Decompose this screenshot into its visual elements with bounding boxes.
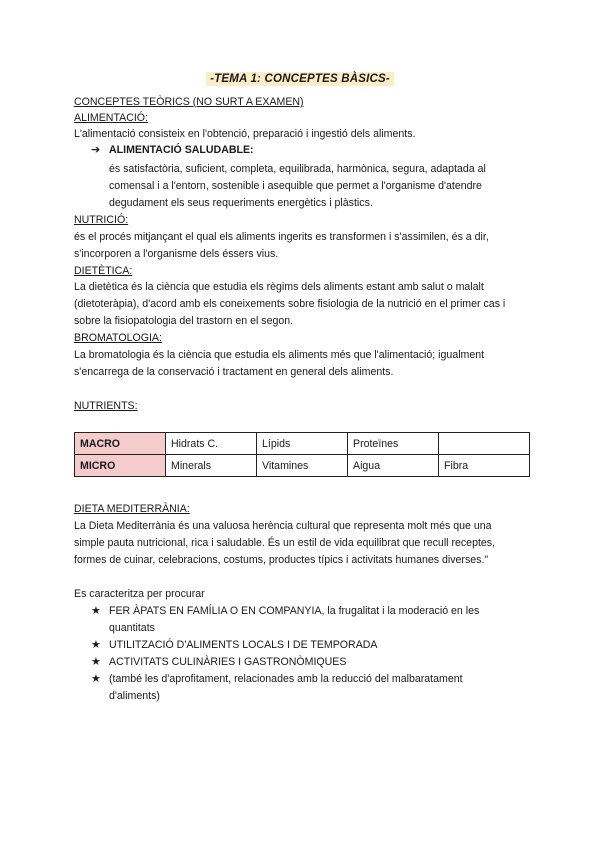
dieta-intro: Es caracteritza per procurar bbox=[74, 588, 205, 600]
page-title: -TEMA 1: CONCEPTES BÀSICS- bbox=[206, 72, 394, 86]
nutrients-heading: NUTRIENTS: bbox=[74, 400, 138, 412]
star-icon: ★ bbox=[91, 639, 101, 651]
dietetica-heading: DIETÈTICA: bbox=[74, 265, 133, 277]
bromatologia-heading: BROMATOLOGIA: bbox=[74, 332, 162, 344]
star-icon: ★ bbox=[91, 673, 101, 685]
bromatologia-line-1: La bromatologia és la ciència que estudia els aliments més que l'alimentació; igualment bbox=[74, 349, 485, 361]
dietetica-line-2: (dietoteràpia), d'acord amb els coneixements sobre fisiologia de la nutrició en el primer cas i bbox=[74, 298, 506, 310]
dieta-bullet-1-line-2: quantitats bbox=[109, 622, 155, 634]
star-icon: ★ bbox=[91, 656, 101, 668]
alimentacio-saludable-line-3: degudament els seus requeriments energètics i plàstics. bbox=[109, 197, 373, 209]
table-cell: Lípids bbox=[257, 433, 348, 455]
table-cell: Fibra bbox=[439, 455, 530, 477]
alimentacio-heading: ALIMENTACIÓ: bbox=[74, 112, 148, 124]
dieta-line-1: La Dieta Mediterrània és una valuosa herència cultural que representa molt més que una bbox=[74, 520, 492, 532]
dietetica-line-1: La dietètica és la ciència que estudia els règims dels aliments estant amb salut o malalt bbox=[74, 281, 484, 293]
nutrients-table bbox=[74, 432, 530, 477]
table-cell: Hidrats C. bbox=[166, 433, 257, 455]
dieta-bullet-4-line-2: d'aliments) bbox=[109, 690, 160, 702]
table-cell: Minerals bbox=[166, 455, 257, 477]
table-cell-macro: MACRO bbox=[75, 433, 166, 455]
star-icon: ★ bbox=[91, 605, 101, 617]
alimentacio-saludable-heading: ALIMENTACIÓ SALUDABLE: bbox=[109, 144, 254, 156]
table-cell: Vitamines bbox=[257, 455, 348, 477]
dieta-bullet-3: ACTIVITATS CULINÀRIES I GASTRONÒMIQUES bbox=[109, 656, 347, 668]
nutricio-heading: NUTRICIÓ: bbox=[74, 214, 129, 226]
arrow-icon: ➔ bbox=[91, 144, 101, 156]
nutricio-line-1: és el procés mitjançant el qual els aliments ingerits es transformen i s'assimilen, és a dir, bbox=[74, 231, 489, 243]
dieta-heading: DIETA MEDITERRÀNIA: bbox=[74, 503, 190, 515]
dieta-bullet-4-line-1: (també les d'aprofitament, relacionades amb la reducció del malbaratament bbox=[109, 673, 463, 685]
table-cell: Proteïnes bbox=[348, 433, 439, 455]
alimentacio-saludable-line-2: comensal i a l'entorn, sostenible i asequible que permet a l'organisme d'atendre bbox=[109, 180, 482, 192]
dieta-bullet-2: UTILITZACIÓ D'ALIMENTS LOCALS I DE TEMPORADA bbox=[109, 639, 378, 651]
dieta-line-3: formes de cuinar, celebracions, costums, productes típics i activitats humanes diverses." bbox=[74, 554, 489, 566]
nutricio-line-2: s'incorporen a l'organisme dels éssers vius. bbox=[74, 248, 279, 260]
dieta-line-2: simple pauta nutricional, rica i saludable. És un estil de vida equilibrat que recull receptes, bbox=[74, 537, 496, 549]
table-cell-micro: MICRO bbox=[75, 455, 166, 477]
bromatologia-line-2: s'encarrega de la conservació i tractament en general dels aliments. bbox=[74, 366, 394, 378]
table-row bbox=[75, 455, 530, 477]
theory-heading: CONCEPTES TEÒRICS (NO SURT A EXAMEN) bbox=[74, 96, 304, 108]
table-cell bbox=[439, 433, 530, 455]
dieta-bullet-1-line-1: FER ÀPATS EN FAMÍLIA O EN COMPANYIA, la frugalitat i la moderació en les bbox=[109, 605, 480, 617]
table-cell: Aigua bbox=[348, 455, 439, 477]
title-wrap bbox=[0, 72, 600, 86]
alimentacio-text: L'alimentació consisteix en l'obtenció, preparació i ingestió dels aliments. bbox=[74, 128, 416, 140]
alimentacio-saludable-line-1: és satisfactòria, suficient, completa, equilibrada, harmònica, segura, adaptada al bbox=[109, 163, 486, 175]
table-row bbox=[75, 433, 530, 455]
dietetica-line-3: sobre la fisiopatologia del trastorn en el segon. bbox=[74, 315, 294, 327]
